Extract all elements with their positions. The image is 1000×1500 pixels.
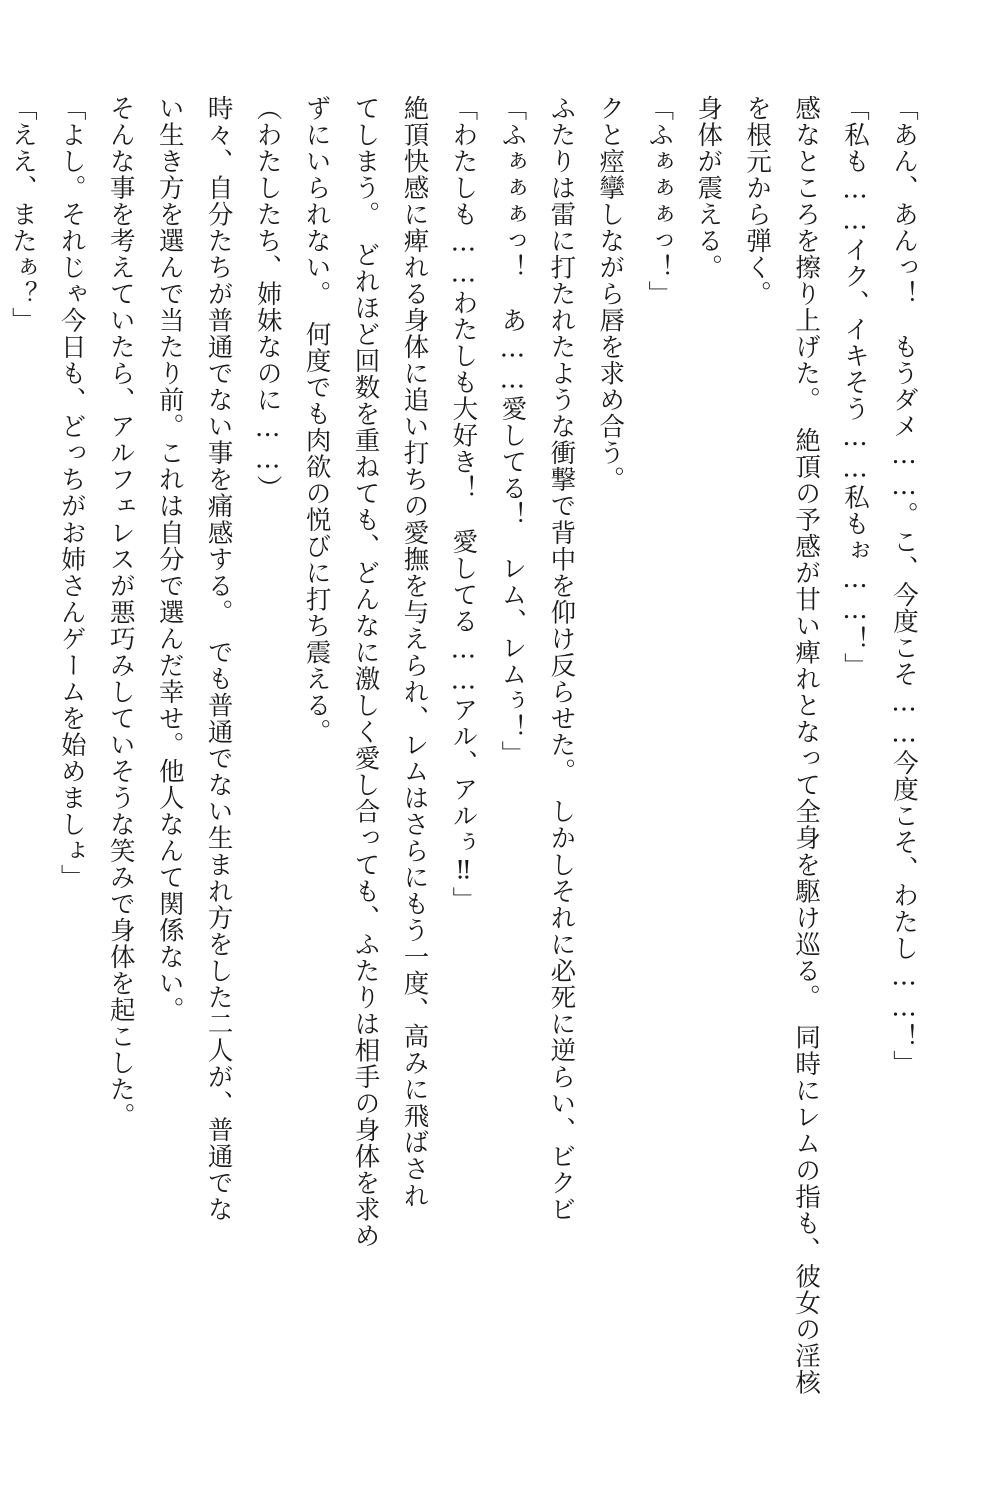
paragraph: 「ふぁぁぁっ！」: [644, 95, 675, 308]
paragraph: （わたしたち、姉妹なのに……）: [252, 95, 283, 502]
paragraph: 身体が震える。: [693, 95, 724, 281]
paragraph: 時々、自分たちが普通でない事を痛感する。 でも普通でない生まれ方をした二人が、普通でな: [203, 95, 234, 1223]
paragraph: ずにいられない。 何度でも肉欲の悦びに打ち震える。: [301, 95, 332, 746]
vertical-text-body: [7, 95, 928, 1415]
paragraph: 「ええ、またぁ？」: [7, 95, 38, 334]
paragraph: 「私も……イク、イキそう……私もぉ……！」: [840, 95, 871, 679]
paragraph: クと痙攣しながら唇を求め合う。: [595, 95, 626, 493]
paragraph: そんな事を考えていたら、アルフェレスが悪巧みしていそうな笑みで身体を起こした。: [105, 95, 136, 1130]
paragraph: ふたりは雷に打たれたような衝撃で背中を仰け反らせた。 しかしそれに必死に逆らい、ビクビ: [546, 95, 577, 1223]
paragraph: 「わたしも……わたしも大好き！ 愛してる……アル、アルぅ‼」: [448, 95, 479, 914]
paragraph: い生き方を選んで当たり前。これは自分で選んだ幸せ。他人なんて関係ない。: [154, 95, 185, 1024]
paragraph: 「あん、あんっ！ もうダメ……。こ、今度こそ……今度こそ、わたし……！」: [889, 95, 919, 1077]
paragraph: 感なところを擦り上げた。 絶頂の予感が甘い痺れとなって全身を駆け巡る。 同時にレムの指も、彼女の淫核を根元から弾く。: [742, 95, 822, 1396]
paragraph: てしまう。 どれほど回数を重ねても、どんなに激しく愛し合っても、ふたりは相手の身体を求め: [350, 95, 381, 1250]
paragraph: 「よし。それじゃ今日も、どっちがお姉さんゲームを始めましょ」: [56, 95, 87, 891]
paragraph: 絶頂快感に痺れる身体に追い打ちの愛撫を与えられ、レムはさらにもう一度、高みに飛ばされ: [399, 95, 430, 1209]
paragraph: 「ふぁぁぁっ！ あ……愛してる！ レム、レムぅ！」: [497, 95, 528, 767]
